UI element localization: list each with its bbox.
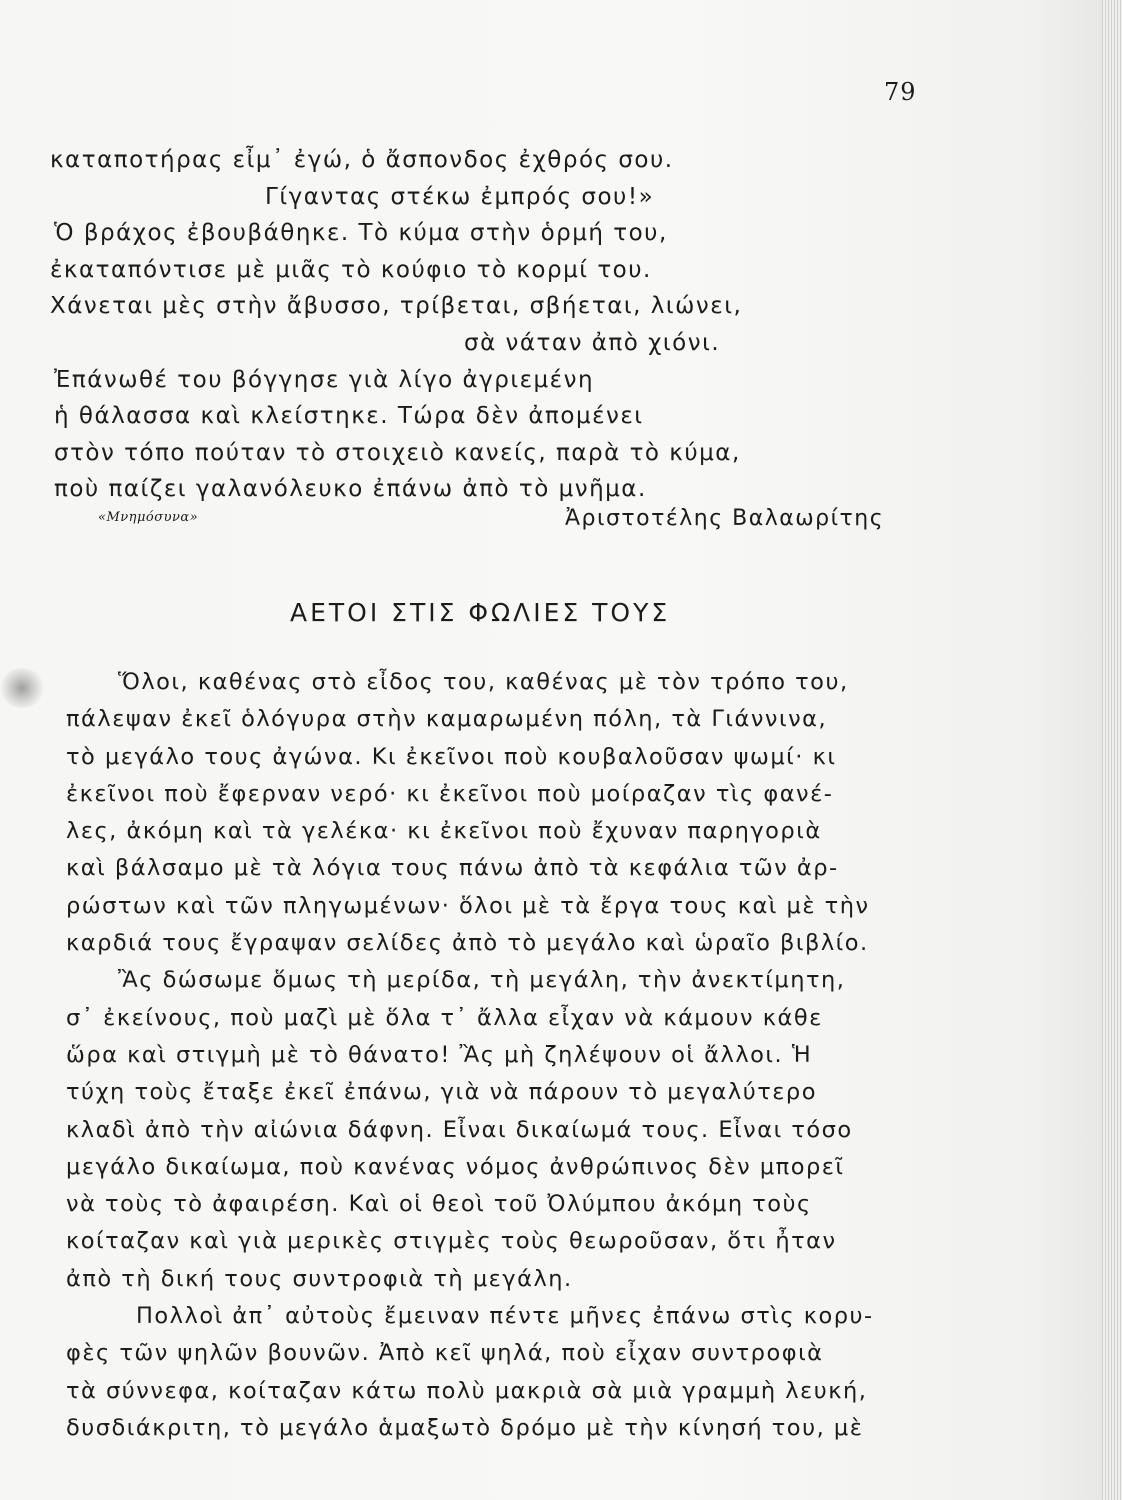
poem-block	[50, 142, 810, 508]
page-edge	[1102, 0, 1122, 1500]
poem-line: Ὁ βράχος ἐβουβάθηκε. Τὸ κύμα στὴν ὁρμή του,	[54, 220, 668, 247]
article-line: φὲς τῶν ψηλῶν βουνῶν. Ἀπὸ κεῖ ψηλά, ποὺ εἶχαν συντροφιὰ	[66, 1340, 824, 1367]
article-line: Ὅλοι, καθένας στὸ εἶδος του, καθένας μὲ τὸν τρόπο του,	[118, 669, 849, 695]
article-body	[66, 664, 926, 1447]
article-line: λες, ἀκόμη καὶ τὰ γελέκα· κι ἐκεῖνοι ποὺ ἔχυναν παρηγοριὰ	[66, 818, 822, 845]
article-line: Ἂς δώσωμε ὅμως τὴ μερίδα, τὴ μεγάλη, τὴν ἀνεκτίμητη,	[118, 967, 846, 994]
article-line: ἐκεῖνοι ποὺ ἔφερναν νερό· κι ἐκεῖνοι ποὺ μοίραζαν τὶς φανέ-	[66, 780, 834, 807]
poem-author: Ἀριστοτέλης Βαλαωρίτης	[565, 506, 885, 531]
ink-smudge	[0, 668, 44, 708]
article-line: νὰ τοὺς τὸ ἀφαιρέση. Καὶ οἱ θεοὶ τοῦ Ὀλύμπου ἀκόμη τοὺς	[66, 1191, 812, 1218]
article-line: σ᾽ ἐκείνους, ποὺ μαζὶ μὲ ὅλα τ᾽ ἄλλα εἶχαν νὰ κάμουν κάθε	[66, 1004, 823, 1031]
poem-line: στὸν τόπο πούταν τὸ στοιχειὸ κανείς, παρὰ τὸ κύμα,	[54, 439, 741, 466]
poem-line: καταποτήρας εἶμ᾽ ἐγώ, ὁ ἄσπονδος ἐχθρός σου.	[50, 147, 674, 173]
article-line: δυσδιάκριτη, τὸ μεγάλο ἁμαξωτὸ δρόμο μὲ τὴν κίνησή του, μὲ	[66, 1414, 864, 1441]
article-line: Πολλοὶ ἀπ᾽ αὐτοὺς ἔμειναν πέντε μῆνες ἐπάνω στὶς κορυ-	[136, 1303, 874, 1330]
poem-line: Γίγαντας στέκω ἐμπρός σου!»	[265, 183, 655, 210]
section-heading: ΑΕΤΟΙ ΣΤΙΣ ΦΩΛΙΕΣ ΤΟΥΣ	[290, 598, 671, 627]
poem-line: σὰ νάταν ἀπὸ χιόνι.	[464, 329, 721, 356]
article-line: κοίταζαν καὶ γιὰ μερικὲς στιγμὲς τοὺς θεωροῦσαν, ὅτι ἦταν	[66, 1228, 837, 1255]
article-line: τὸ μεγάλο τους ἀγώνα. Κι ἐκεῖνοι ποὺ κουβαλοῦσαν ψωμί· κι	[66, 743, 837, 770]
article-line: πάλεψαν ἐκεῖ ὁλόγυρα στὴν καμαρωμένη πόλη, τὰ Γιάννινα,	[66, 706, 828, 733]
page-number: 79	[884, 78, 917, 106]
article-line: μεγάλο δικαίωμα, ποὺ κανένας νόμος ἀνθρώπινος δὲν μπορεῖ	[66, 1153, 845, 1180]
poem-line: ἐκαταπόντισε μὲ μιᾶς τὸ κούφιο τὸ κορμί του.	[50, 256, 652, 283]
poem-line: Χάνεται μὲς στὴν ἄβυσσο, τρίβεται, σβήεται, λιώνει,	[50, 293, 743, 320]
poem-line: ποὺ παίζει γαλανόλευκο ἐπάνω ἀπὸ τὸ μνῆμα.	[54, 476, 647, 503]
article-line: κλαδὶ ἀπὸ τὴν αἰώνια δάφνη. Εἶναι δικαίωμά τους. Εἶναι τόσο	[66, 1116, 853, 1143]
article-line: ἀπὸ τὴ δική τους συντροφιὰ τὴ μεγάλη.	[66, 1265, 573, 1292]
poem-source: «Μνημόσυνα»	[98, 510, 199, 525]
article-line: τύχη τοὺς ἔταξε ἐκεῖ ἐπάνω, γιὰ νὰ πάρουν τὸ μεγαλύτερο	[66, 1079, 817, 1106]
article-line: καρδιά τους ἔγραψαν σελίδες ἀπὸ τὸ μεγάλο καὶ ὡραῖο βιβλίο.	[66, 930, 869, 957]
article-line: ὥρα καὶ στιγμὴ μὲ τὸ θάνατο! Ἂς μὴ ζηλέψουν οἱ ἄλλοι. Ἡ	[66, 1041, 813, 1068]
article-line: καὶ βάλσαμο μὲ τὰ λόγια τους πάνω ἀπὸ τὰ κεφάλια τῶν ἀρ-	[66, 855, 839, 882]
article-line: ρώστων καὶ τῶν πληγωμένων· ὅλοι μὲ τὰ ἔργα τους καὶ μὲ τὴν	[66, 892, 870, 919]
poem-line: ἡ θάλασσα καὶ κλείστηκε. Τώρα δὲν ἀπομένει	[54, 403, 644, 430]
article-line: τὰ σύννεφα, κοίταζαν κάτω πολὺ μακριὰ σὰ μιὰ γραμμὴ λευκή,	[66, 1377, 868, 1404]
poem-line: Ἐπάνωθέ του βόγγησε γιὰ λίγο ἀγριεμένη	[54, 366, 595, 393]
